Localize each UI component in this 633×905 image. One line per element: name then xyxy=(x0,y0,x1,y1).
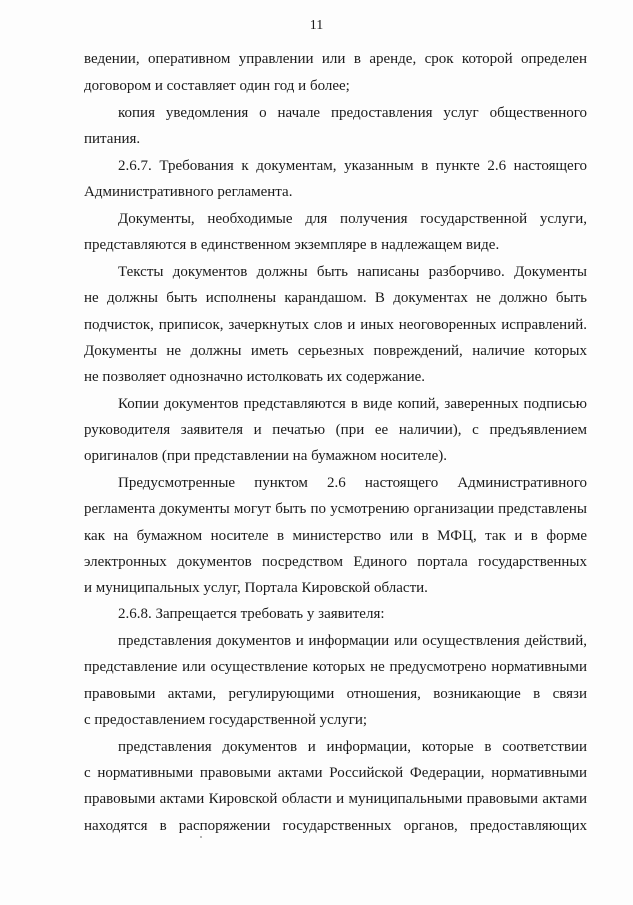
text-line: Предусмотренные пунктом 2.6 настоящего Административного xyxy=(118,475,587,491)
text-line: Документы не должны иметь серьезных повреждений, наличие которых xyxy=(84,343,587,359)
text-line: 2.6.8. Запрещается требовать у заявителя: xyxy=(118,606,385,622)
text-line: копия уведомления о начале предоставления услуг общественного xyxy=(118,105,587,121)
text-line: ведении, оперативном управлении или в аренде, срок которой определен xyxy=(84,51,587,67)
text-line: с предоставлением государственной услуги; xyxy=(84,712,368,728)
text-line: подчисток, приписок, зачеркнутых слов и иных неоговоренных исправлений. xyxy=(84,317,587,333)
text-line: с нормативными правовыми актами Российской Федерации, нормативными xyxy=(84,765,587,781)
text-line: Тексты документов должны быть написаны разборчиво. Документы xyxy=(118,264,587,280)
text-line: Копии документов представляются в виде копий, заверенных подписью xyxy=(118,396,587,412)
text-line: оригиналов (при представлении на бумажном носителе). xyxy=(84,448,448,464)
text-line: электронных документов посредством Единого портала государственных xyxy=(84,554,587,570)
text-line: Административного регламента. xyxy=(84,184,293,200)
text-line: представление или осуществление которых не предусмотрено нормативными xyxy=(84,659,587,675)
scan-speck xyxy=(200,836,202,838)
text-line: представляются в единственном экземпляре в надлежащем виде. xyxy=(84,237,500,253)
text-line: находятся в распоряжении государственных органов, предоставляющих xyxy=(84,818,587,834)
text-line: регламента документы могут быть по усмотрению организации представлены xyxy=(84,501,587,517)
text-line: Документы, необходимые для получения государственной услуги, xyxy=(118,211,587,227)
text-line: представления документов и информации, которые в соответствии xyxy=(118,739,587,755)
text-line: договором и составляет один год и более; xyxy=(84,78,350,94)
page-number: 11 xyxy=(309,18,324,33)
text-line: не должны быть исполнены карандашом. В документах не должно быть xyxy=(84,290,587,306)
text-line: как на бумажном носителе в министерство или в МФЦ, так и в форме xyxy=(84,528,587,544)
text-line: и муниципальных услуг, Портала Кировской области. xyxy=(84,580,428,596)
text-line: 2.6.7. Требования к документам, указанным в пункте 2.6 настоящего xyxy=(118,158,587,174)
text-line: не позволяет однозначно истолковать их содержание. xyxy=(84,369,426,385)
text-line: правовыми актами Кировской области и муниципальными правовыми актами xyxy=(84,791,587,807)
text-line: питания. xyxy=(84,131,141,147)
text-line: руководителя заявителя и печатью (при ее наличии), с предъявлением xyxy=(84,422,587,438)
text-line: правовыми актами, регулирующими отношения, возникающие в связи xyxy=(84,686,587,702)
text-line: представления документов и информации или осуществления действий, xyxy=(118,633,587,649)
